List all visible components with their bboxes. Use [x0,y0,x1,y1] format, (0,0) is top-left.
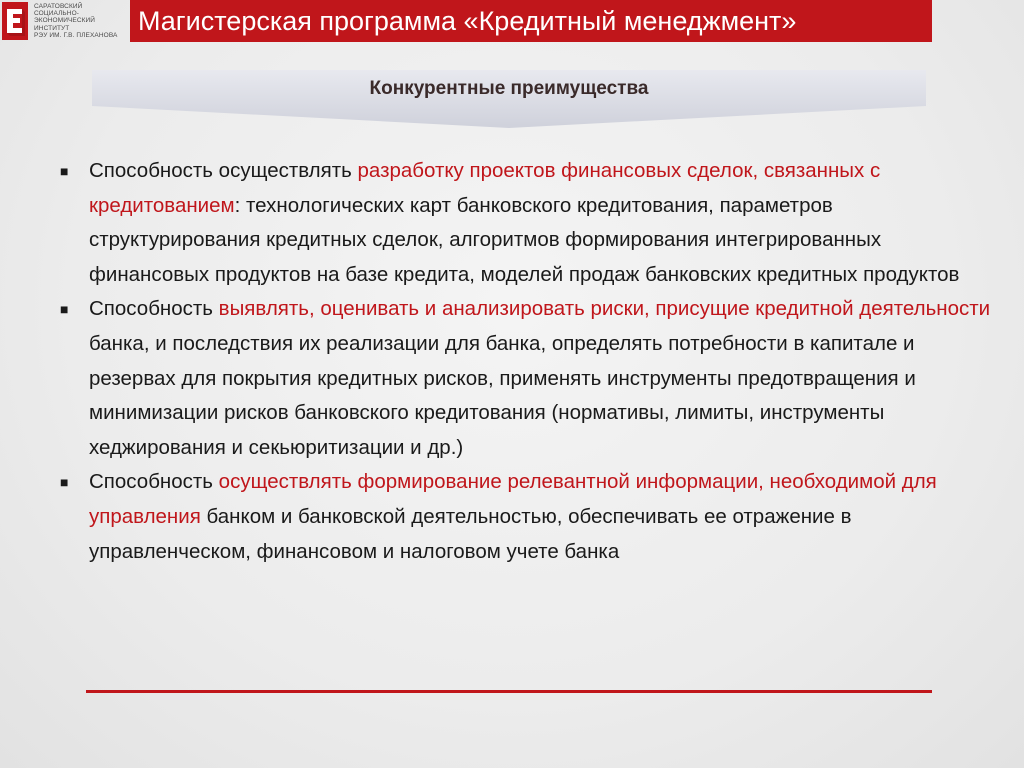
logo-emblem-icon [2,2,28,40]
logo-text [34,3,130,39]
item-text: банком и банковской деятельностью, обеспечивать ее отражение в управленческом, финансовом и налоговом учете банка [89,504,852,563]
item-highlight: разработку проектов финансовых сделок, связанных с кредитованием [89,159,881,217]
slide-title: Магистерская программа «Кредитный менеджмент» [130,0,932,42]
bullet-square-icon: ■ [60,163,69,179]
section-ribbon [92,70,926,128]
logo-line: ИНСТИТУТ [34,24,70,32]
institute-logo [0,0,130,42]
section-heading: Конкурентные преимущества [369,78,649,99]
bullet-square-icon: ■ [60,474,69,491]
item-text: : технологических карт банковского кредитования, параметров структурирования кредитных сделок, алгоритмов формирования интегрированных финансовых продуктов на базе кредита, моделей продаж банковских кредитных продуктов [89,193,960,286]
item-text: Способность осуществлять [89,159,358,182]
list-item [60,154,1000,292]
item-text: Способность [89,297,219,321]
advantages-list [60,154,1000,569]
item-highlight: осуществлять формирование релевантной информации, необходимой для управления [89,470,937,528]
logo-line: СОЦИАЛЬНО-ЭКОНОМИЧЕСКИЙ [34,10,96,25]
item-text: банка, и последствия их реализации для банка, определять потребности в капитале и резервах для покрытия кредитных рисков, применять инструменты предотвращения и минимизации рисков банковского кредитования (нормативы, лимиты, инструменты хеджирования и секьюритизации и др.) [89,331,916,459]
list-item [60,465,1000,569]
item-highlight: выявлять, оценивать и анализировать риски, присущие кредитной деятельности [218,297,991,321]
bullet-square-icon: ■ [60,301,69,318]
divider-line [86,690,932,693]
item-text: Способность [89,470,219,494]
logo-line: САРАТОВСКИЙ [34,2,83,10]
list-item [60,292,1000,465]
logo-line: РЭУ ИМ. Г.В. ПЛЕХАНОВА [34,31,118,39]
